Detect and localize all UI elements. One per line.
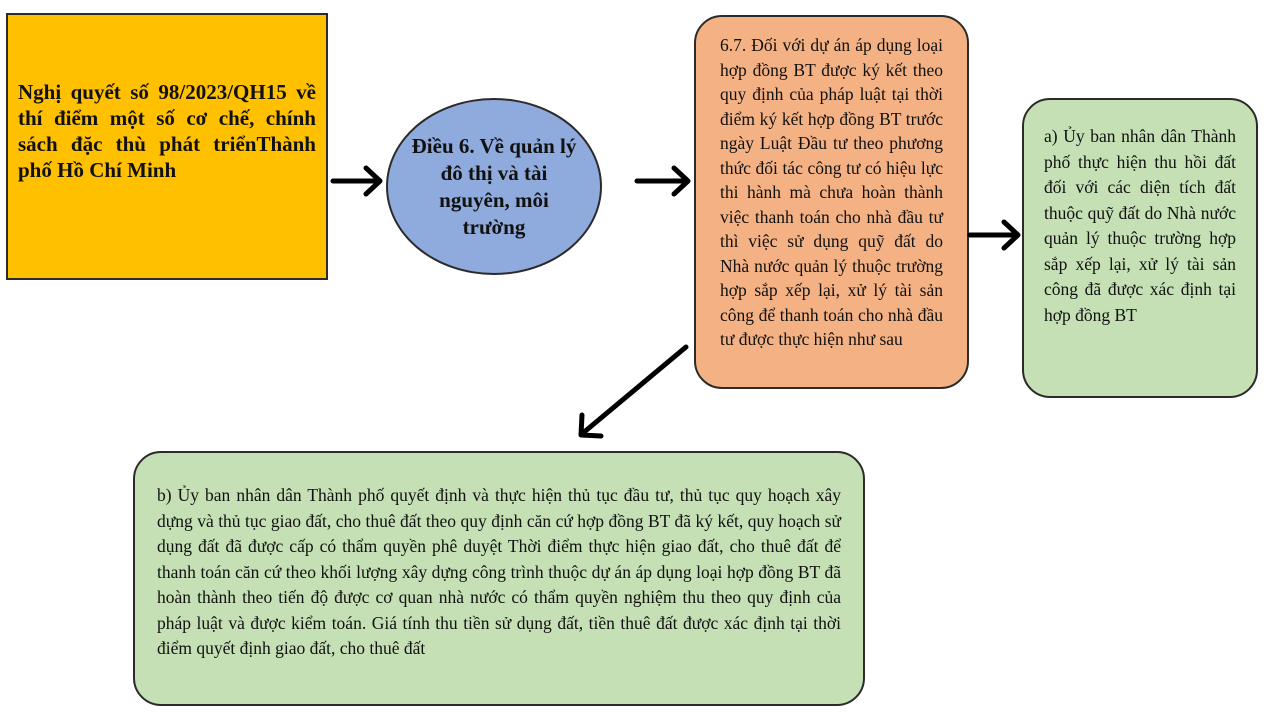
point-b-box [133, 451, 865, 706]
article-6-node [386, 98, 602, 275]
article-text: Điều 6. Về quản lý đô thị và tài nguyên, môi trường [411, 133, 577, 239]
arrow-clause-to-point-a [970, 222, 1018, 248]
point-b-text: b) Ủy ban nhân dân Thành phố quyết định và thực hiện thủ tục đầu tư, thủ tục quy hoạch xây dựng và thủ tục giao đất, cho thuê đất theo quy định căn cứ hợp đồng BT đã ký kết, quy hoạch sử dụng đất đã được cấp có thẩm quyền phê duyệt Thời điểm thực hiện giao đất, cho thuê đất để thanh toán căn cứ theo khối lượng xây dựng công trình thuộc dự án áp dụng loại hợp đồng BT đã hoàn thành theo tiến độ được cơ quan nhà nước có thẩm quyền nghiệm thu theo quy định của pháp luật và được kiểm toán. Giá tính thu tiền sử dụng đất, tiền thuê đất được xác định tại thời điểm quyết định giao đất, cho thuê đất [157, 485, 841, 658]
resolution-box [6, 13, 328, 280]
arrow-article-to-clause [637, 168, 688, 194]
resolution-text: Nghị quyết số 98/2023/QH15 về thí điểm một số cơ chế, chính sách đặc thù phát triểnThành phố Hồ Chí Minh [18, 80, 316, 182]
clause-6-7-box [694, 15, 969, 389]
arrow-clause-to-point-b [581, 347, 686, 436]
arrow-resolution-to-article [333, 168, 380, 194]
clause-text: 6.7. Đối với dự án áp dụng loại hợp đồng BT được ký kết theo quy định của pháp luật tại thời điểm ký kết hợp đồng BT trước ngày Luật Đầu tư theo phương thức đối tác công tư có hiệu lực thi hành mà chưa hoàn thành việc thanh toán cho nhà đầu tư thì việc sử dụng quỹ đất do Nhà nước quản lý thuộc trường hợp sắp xếp lại, xử lý tài sản công để thanh toán cho nhà đầu tư được thực hiện như sau [720, 35, 943, 349]
point-a-text: a) Ủy ban nhân dân Thành phố thực hiện thu hồi đất đối với các diện tích đất thuộc quỹ đất do Nhà nước quản lý thuộc trường hợp sắp xếp lại, xử lý tài sản công đã được xác định tại hợp đồng BT [1044, 126, 1236, 325]
point-a-box [1022, 98, 1258, 398]
